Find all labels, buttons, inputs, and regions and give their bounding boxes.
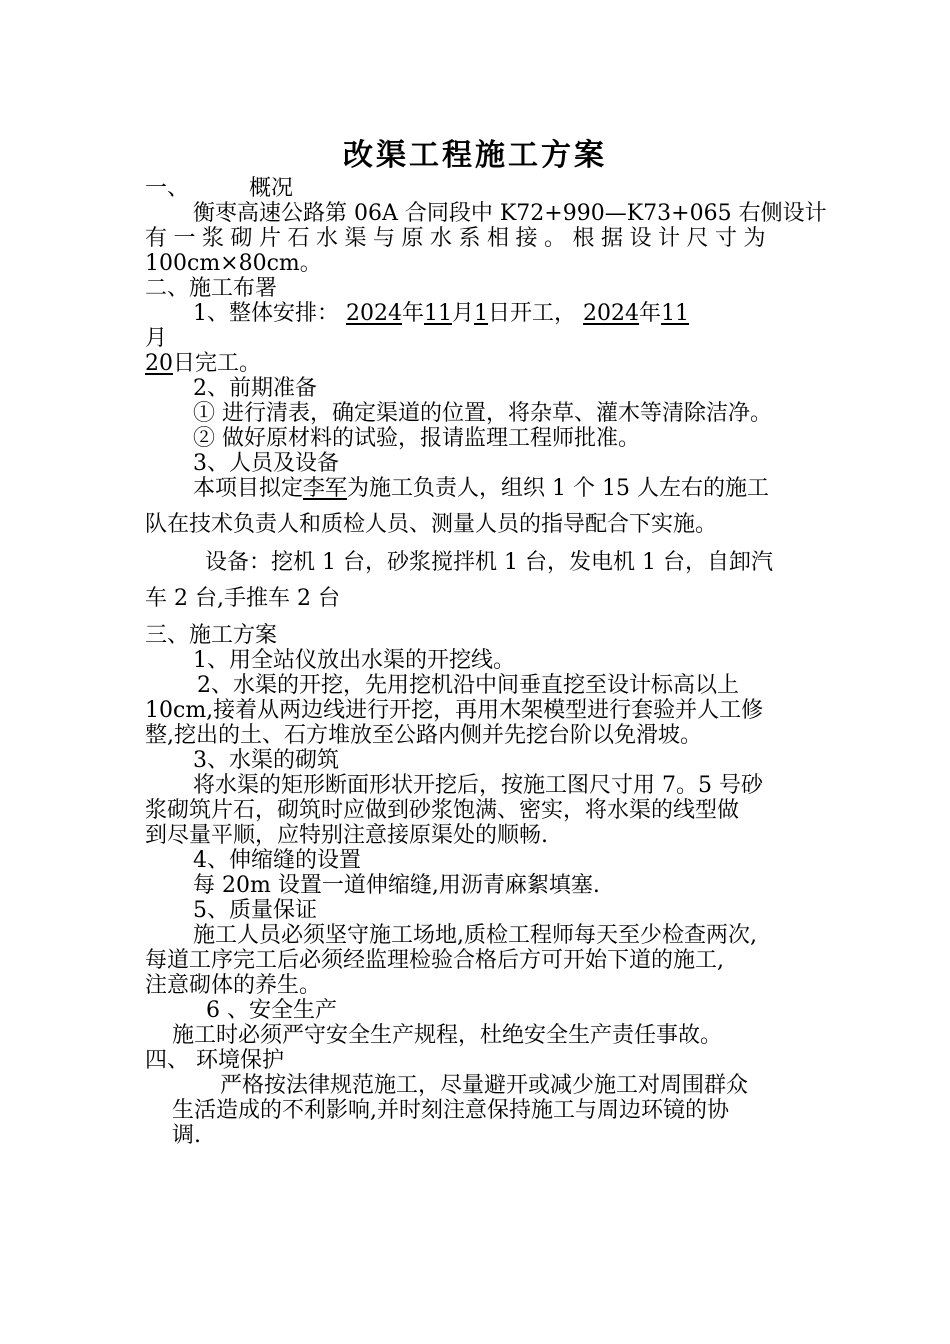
schedule-prefix: 1、整体安排： (193, 301, 339, 326)
equipment-line-1: 设备：挖机 1 台，砂浆搅拌机 1 台，发电机 1 台，自卸汽 (205, 550, 773, 575)
section-4-heading: 四、 环境保护 (145, 1048, 284, 1073)
start-year: 2024 (346, 301, 402, 326)
plan-item-3-line-1: 将水渠的矩形断面形状开挖后，按施工图尺寸用 7。5 号砂 (193, 773, 763, 798)
plan-item-3-heading: 3、水渠的砌筑 (193, 748, 339, 773)
start-day: 1 (474, 301, 489, 326)
staff-heading: 3、人员及设备 (193, 451, 339, 476)
document-title: 改渠工程施工方案 (343, 138, 607, 173)
end-day: 20 (145, 351, 173, 376)
plan-item-2-line-1: 2、水渠的开挖，先用挖机沿中间垂直挖至设计标高以上 (197, 673, 739, 698)
section-1-heading (145, 176, 293, 202)
plan-item-3-line-3: 到尽量平顺，应特别注意接原渠处的顺畅. (145, 823, 548, 848)
section-4-line-3: 调. (172, 1123, 201, 1148)
plan-item-5-line-2: 每道工序完工后必须经监理检验合格后方可开始下道的施工, (145, 948, 724, 973)
end-month-label: 月 (145, 326, 168, 351)
staff-line-1 (193, 476, 769, 502)
end-date-line (145, 351, 261, 377)
staff-suffix: 为施工负责人，组织 1 个 15 人左右的施工 (347, 476, 769, 501)
schedule-line (193, 301, 689, 327)
start-month-label: 月 (452, 301, 475, 326)
prep-item-2: ② 做好原材料的试验，报请监理工程师批准。 (193, 426, 640, 451)
section-1-number: 一、 (145, 176, 190, 201)
staff-line-2: 队在技术负责人和质检人员、测量人员的指导配合下实施。 (145, 512, 718, 537)
end-month: 11 (661, 301, 690, 326)
staff-prefix: 本项目拟定 (193, 476, 304, 501)
start-year-label: 年 (402, 301, 425, 326)
section-1-para-line-3: 100cm×80cm。 (145, 251, 322, 276)
end-year: 2024 (583, 301, 640, 326)
section-1-para-line-1: 衡枣高速公路第 06A 合同段中 K72+990—K73+065 右侧设计 (193, 201, 827, 226)
plan-item-5-heading: 5、质量保证 (193, 898, 317, 923)
plan-item-4-heading: 4、伸缩缝的设置 (193, 848, 361, 873)
section-2-heading: 二、施工布署 (145, 276, 278, 301)
section-4-line-2: 生活造成的不利影响,并时刻注意保持施工与周边环镜的协 (172, 1098, 729, 1123)
plan-item-6-line-1: 施工时必须严守安全生产规程，杜绝安全生产责任事故。 (172, 1023, 723, 1048)
prep-item-1: ① 进行清表，确定渠道的位置，将杂草、灌木等清除洁净。 (193, 401, 772, 426)
equipment-line-2: 车 2 台,手推车 2 台 (145, 586, 340, 611)
end-suffix: 日完工。 (173, 351, 262, 376)
plan-item-5-line-1: 施工人员必须坚守施工场地,质检工程师每天至少检查两次, (193, 923, 757, 948)
plan-item-2-line-2: 10cm,接着从两边线进行开挖，再用木架模型进行套验并人工修 (145, 698, 764, 723)
staff-name: 李军 (303, 476, 348, 501)
section-4-line-1: 严格按法律规范施工，尽量避开或减少施工对周围群众 (220, 1073, 749, 1098)
plan-item-6-heading: 6 、安全生产 (206, 998, 337, 1023)
plan-item-2-line-3: 整,挖出的土、石方堆放至公路内侧并先挖台阶以免滑坡。 (145, 723, 702, 748)
start-suffix: 日开工， (488, 301, 577, 326)
end-year-label: 年 (639, 301, 662, 326)
plan-item-1: 1、用全站仪放出水渠的开挖线。 (193, 648, 515, 673)
prep-heading: 2、前期准备 (193, 376, 317, 401)
plan-item-3-line-2: 浆砌筑片石，砌筑时应做到砂浆饱满、密实，将水渠的线型做 (145, 798, 740, 823)
plan-item-4-line-1: 每 20m 设置一道伸缩缝,用沥青麻絮填塞. (193, 873, 600, 898)
start-month: 11 (424, 301, 453, 326)
section-3-heading: 三、施工方案 (145, 623, 278, 648)
section-1-para-line-2: 有一浆砌片石水渠与原水系相接。根据设计尺寸为 (145, 226, 773, 251)
plan-item-5-line-3: 注意砌体的养生。 (145, 973, 322, 998)
section-1-title: 概况 (249, 176, 294, 201)
